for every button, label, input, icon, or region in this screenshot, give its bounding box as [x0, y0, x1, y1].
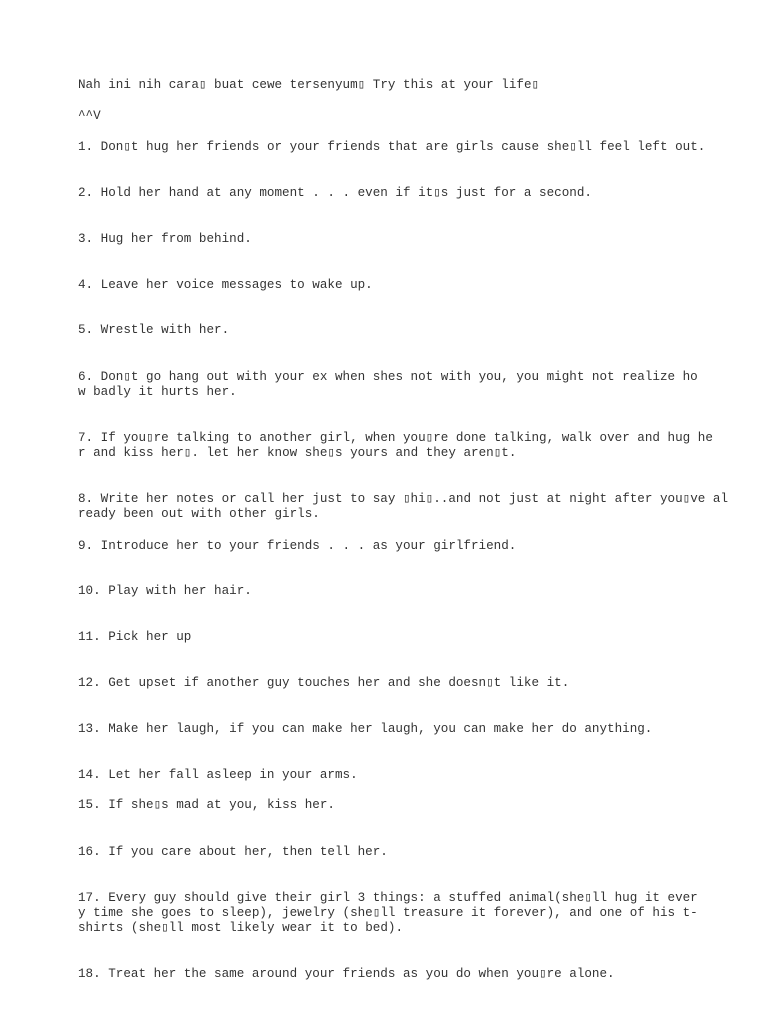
list-item-7-line-2: r and kiss her▯. let her know she▯s yours and they aren▯t.: [78, 446, 517, 460]
list-item-8-line-1: 8. Write her notes or call her just to say ▯hi▯..and not just at night after you▯ve al: [78, 492, 729, 506]
list-item-10: 10. Play with her hair.: [78, 584, 252, 598]
list-item-1: 1. Don▯t hug her friends or your friends that are girls cause she▯ll feel left out.: [78, 140, 706, 154]
list-item-5: 5. Wrestle with her.: [78, 323, 230, 337]
list-item-18: 18. Treat her the same around your friends as you do when you▯re alone.: [78, 967, 615, 981]
list-item-16: 16. If you care about her, then tell her.: [78, 845, 388, 859]
emoticon-line: ^^V: [78, 109, 101, 123]
list-item-7-line-1: 7. If you▯re talking to another girl, when you▯re done talking, walk over and hug he: [78, 431, 713, 445]
list-item-4: 4. Leave her voice messages to wake up.: [78, 278, 373, 292]
list-item-3: 3. Hug her from behind.: [78, 232, 252, 246]
list-item-2: 2. Hold her hand at any moment . . . even if it▯s just for a second.: [78, 186, 592, 200]
list-item-17-line-3: shirts (she▯ll most likely wear it to bed).: [78, 921, 403, 935]
intro-line: Nah ini nih cara▯ buat cewe tersenyum▯ Try this at your life▯: [78, 78, 540, 92]
list-item-11: 11. Pick her up: [78, 630, 192, 644]
list-item-6-line-2: w badly it hurts her.: [78, 385, 237, 399]
list-item-17-line-1: 17. Every guy should give their girl 3 things: a stuffed animal(she▯ll hug it ever: [78, 891, 698, 905]
list-item-6-line-1: 6. Don▯t go hang out with your ex when shes not with you, you might not realize ho: [78, 370, 698, 384]
list-item-14: 14. Let her fall asleep in your arms.: [78, 768, 358, 782]
list-item-8-line-2: ready been out with other girls.: [78, 507, 320, 521]
list-item-12: 12. Get upset if another guy touches her and she doesn▯t like it.: [78, 676, 570, 690]
list-item-9: 9. Introduce her to your friends . . . as your girlfriend.: [78, 539, 517, 553]
list-item-17-line-2: y time she goes to sleep), jewelry (she▯ll treasure it forever), and one of his t-: [78, 906, 698, 920]
list-item-13: 13. Make her laugh, if you can make her laugh, you can make her do anything.: [78, 722, 653, 736]
list-item-15: 15. If she▯s mad at you, kiss her.: [78, 798, 335, 812]
